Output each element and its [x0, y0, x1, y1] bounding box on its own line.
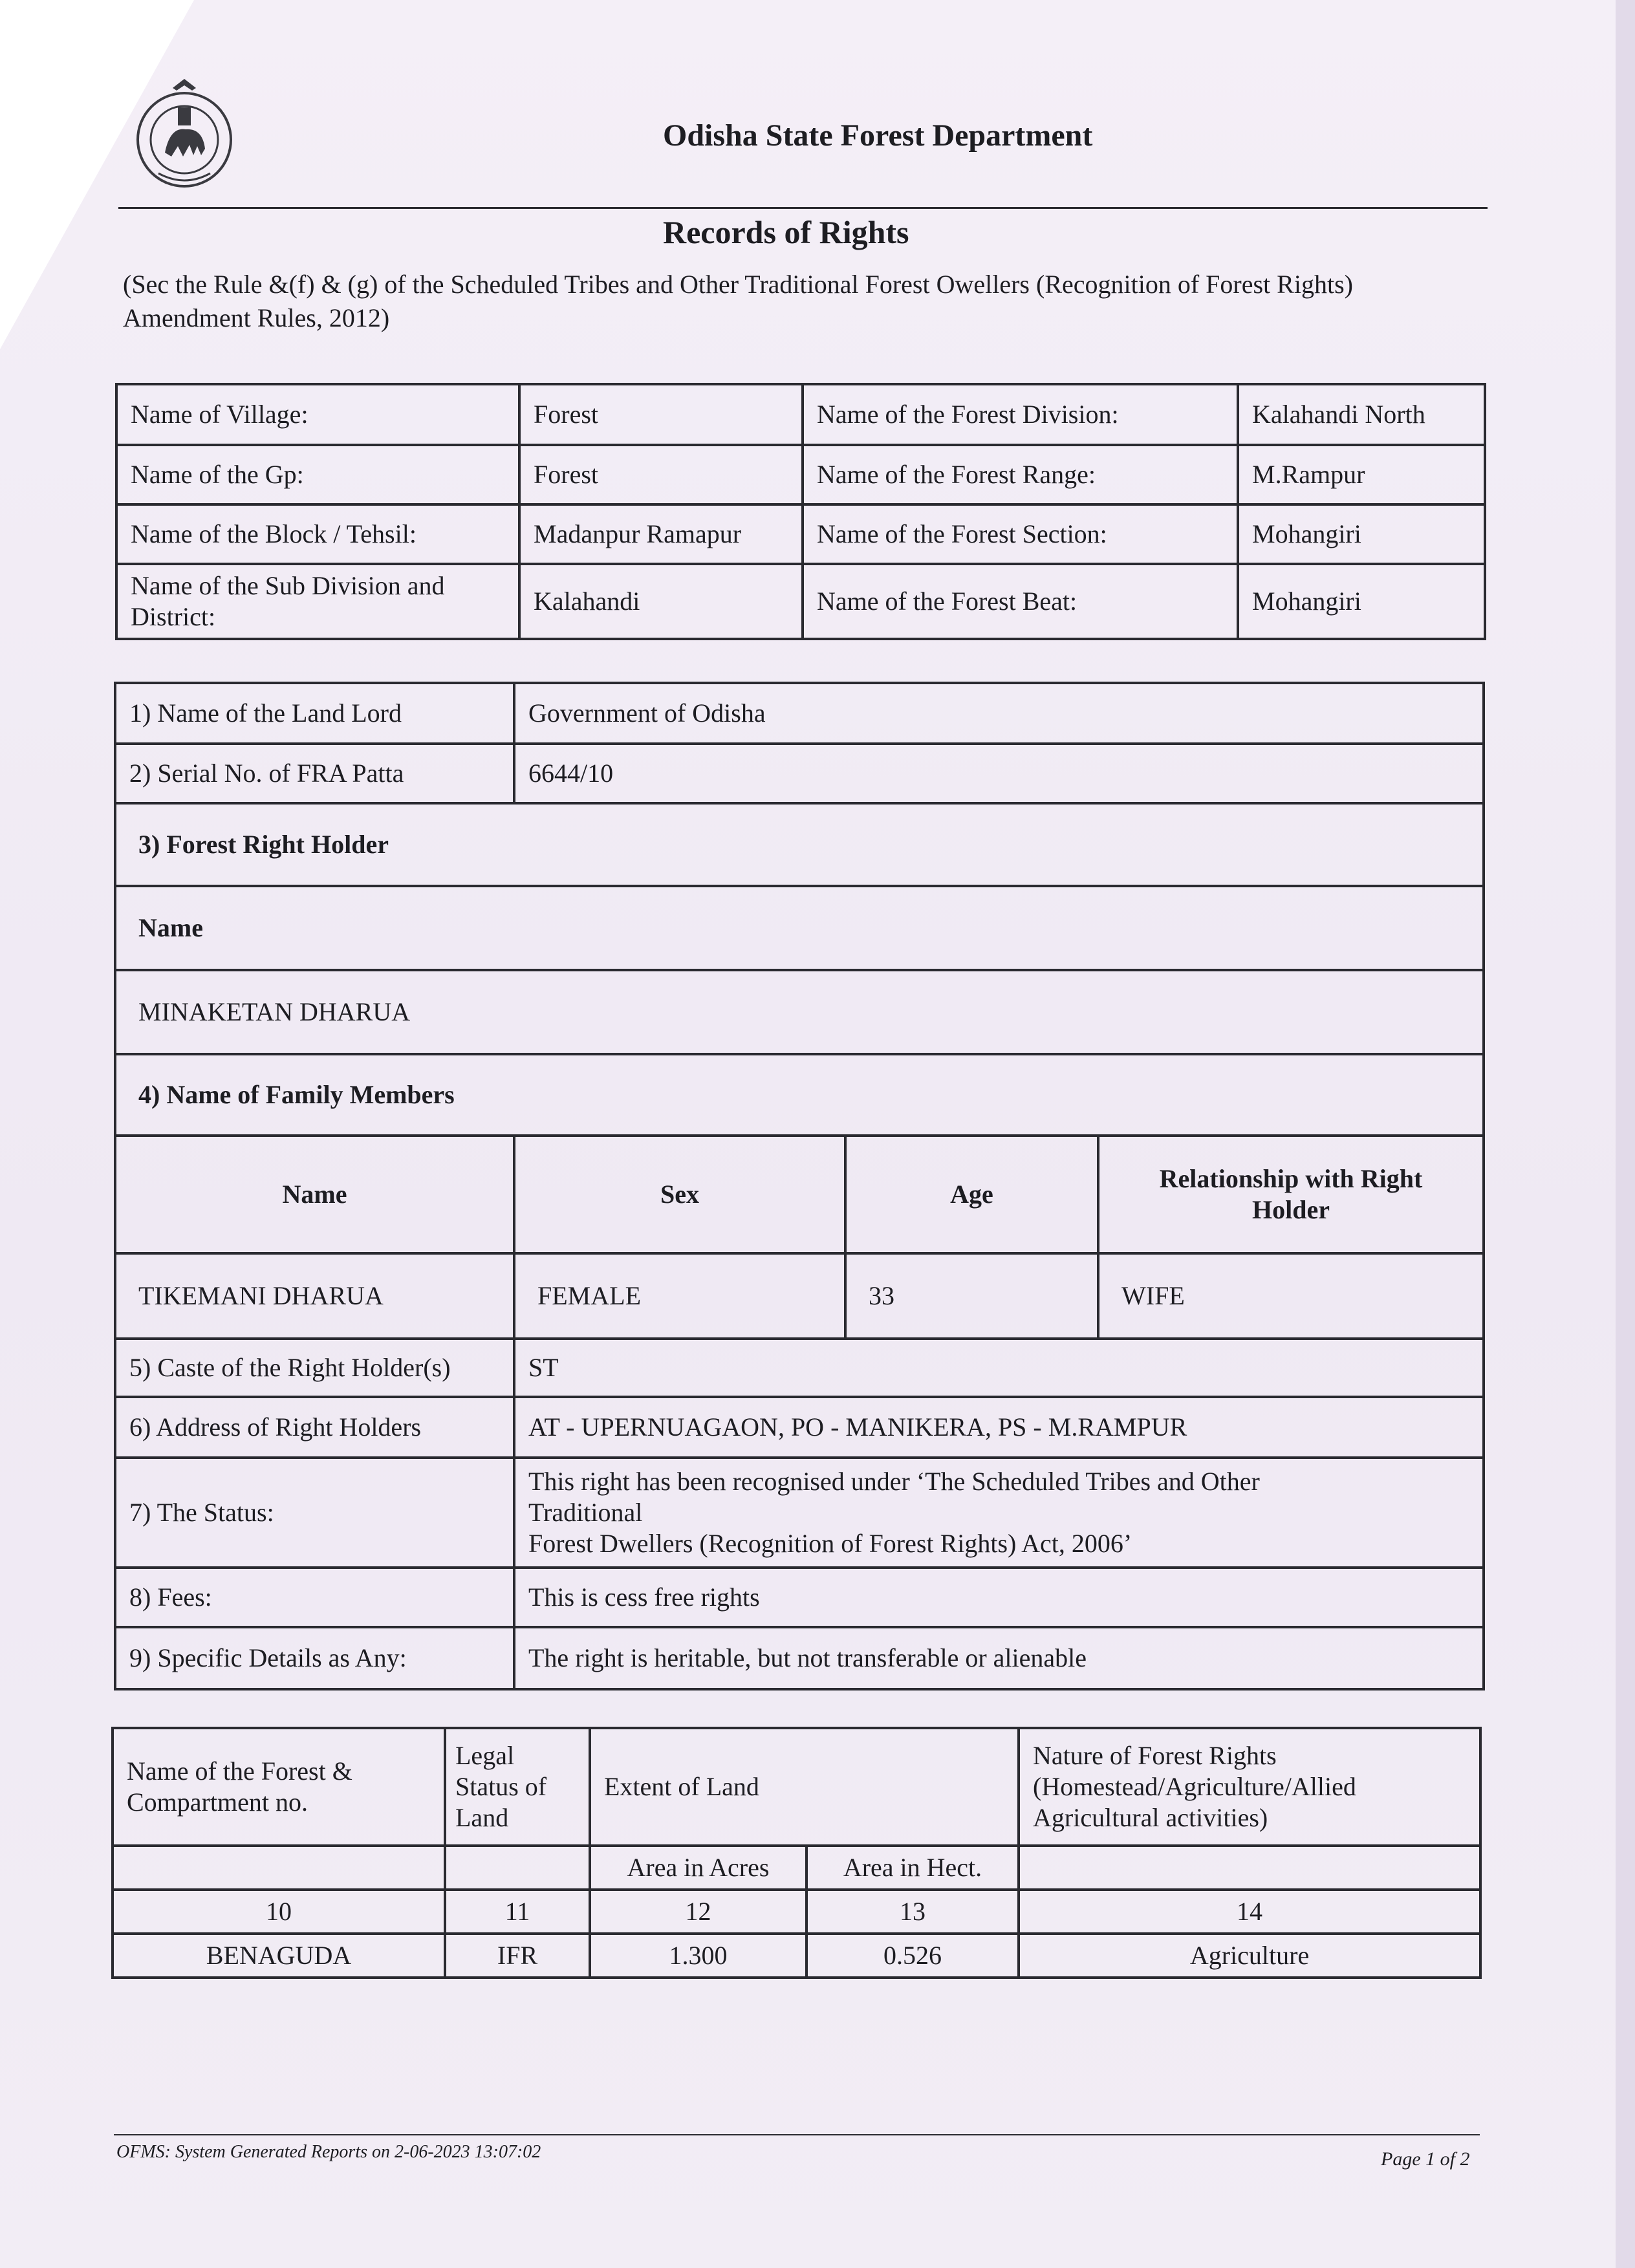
- location-row: [116, 504, 1485, 564]
- generated-timestamp: OFMS: System Generated Reports on 2-06-2023 13:07:02: [116, 2142, 541, 2162]
- holder-heading-row: [115, 803, 1484, 886]
- forest-name-value: BENAGUDA: [113, 1934, 445, 1978]
- gp-value: Forest: [519, 445, 803, 504]
- location-row: [116, 384, 1485, 445]
- serial-label: 2) Serial No. of FRA Patta: [115, 744, 514, 803]
- forest-division-label: Name of the Forest Division:: [803, 384, 1238, 445]
- family-col-sex: Sex: [514, 1136, 845, 1253]
- holder-name-label: Name: [115, 886, 1484, 970]
- sub-division-label: Name of the Sub Division and District:: [116, 564, 519, 639]
- holder-name-row: [115, 970, 1484, 1054]
- serial-value: 6644/10: [514, 744, 1484, 803]
- family-col-name: Name: [115, 1136, 514, 1253]
- acres-value: 1.300: [590, 1934, 807, 1978]
- forest-range-label: Name of the Forest Range:: [803, 445, 1238, 504]
- forest-beat-label: Name of the Forest Beat:: [803, 564, 1238, 639]
- status-row: [115, 1458, 1484, 1568]
- col-number: 12: [590, 1890, 807, 1934]
- hect-value: 0.526: [807, 1934, 1019, 1978]
- status-line-1: This right has been recognised under ‘The Scheduled Tribes and Other Traditional: [528, 1467, 1260, 1527]
- location-table: [115, 383, 1486, 640]
- rule-reference: (Sec the Rule &(f) & (g) of the Scheduled Tribes and Other Traditional Forest Owellers (Recognition of Forest Rights) Amendment Rules, 2012): [123, 270, 1353, 332]
- address-label: 6) Address of Right Holders: [115, 1397, 514, 1458]
- hect-header: Area in Hect.: [807, 1846, 1019, 1890]
- forest-division-value: Kalahandi North: [1238, 384, 1485, 445]
- land-number-row: [113, 1890, 1480, 1934]
- record-table: [114, 682, 1485, 1690]
- land-data-row: [113, 1934, 1480, 1978]
- holder-heading: 3) Forest Right Holder: [115, 803, 1484, 886]
- status-label: 7) The Status:: [115, 1458, 514, 1568]
- nature-value: Agriculture: [1019, 1934, 1480, 1978]
- land-table: [111, 1727, 1482, 1979]
- family-col-age: Age: [845, 1136, 1098, 1253]
- location-row: [116, 564, 1485, 639]
- fees-label: 8) Fees:: [115, 1568, 514, 1627]
- land-lord-label: 1) Name of the Land Lord: [115, 683, 514, 744]
- family-member-name: TIKEMANI DHARUA: [115, 1253, 514, 1339]
- details-row: [115, 1627, 1484, 1689]
- village-value: Forest: [519, 384, 803, 445]
- forest-range-value: M.Rampur: [1238, 445, 1485, 504]
- col-number: 13: [807, 1890, 1019, 1934]
- nature-header: Nature of Forest Rights (Homestead/Agriculture/Allied Agricultural activities): [1019, 1728, 1480, 1846]
- caste-value: ST: [514, 1339, 1484, 1397]
- details-value: The right is heritable, but not transferable or alienable: [514, 1627, 1484, 1689]
- forest-section-label: Name of the Forest Section:: [803, 504, 1238, 564]
- family-heading-row: [115, 1054, 1484, 1136]
- col-number: 14: [1019, 1890, 1480, 1934]
- family-member-row: [115, 1253, 1484, 1339]
- page-number: Page 1 of 2: [1381, 2148, 1470, 2170]
- family-member-sex: FEMALE: [514, 1253, 845, 1339]
- land-lord-row: [115, 683, 1484, 744]
- fees-value: This is cess free rights: [514, 1568, 1484, 1627]
- fees-row: [115, 1568, 1484, 1627]
- details-label: 9) Specific Details as Any:: [115, 1627, 514, 1689]
- forest-compartment-header: Name of the Forest & Compartment no.: [113, 1728, 445, 1846]
- odisha-emblem-icon: [133, 76, 236, 193]
- family-col-relationship: Relationship with Right Holder: [1098, 1136, 1484, 1253]
- land-header-row: [113, 1728, 1480, 1846]
- header-divider: [118, 207, 1488, 209]
- legal-status-header: Legal Status of Land: [445, 1728, 590, 1846]
- acres-header: Area in Acres: [590, 1846, 807, 1890]
- col-number: 11: [445, 1890, 590, 1934]
- land-lord-value: Government of Odisha: [514, 683, 1484, 744]
- footer-divider: [114, 2134, 1480, 2135]
- family-member-relationship: WIFE: [1098, 1253, 1484, 1339]
- block-value: Madanpur Ramapur: [519, 504, 803, 564]
- family-member-age: 33: [845, 1253, 1098, 1339]
- caste-label: 5) Caste of the Right Holder(s): [115, 1339, 514, 1397]
- address-value: AT - UPERNUAGAON, PO - MANIKERA, PS - M.RAMPUR: [514, 1397, 1484, 1458]
- department-title: Odisha State Forest Department: [663, 118, 1093, 153]
- family-heading: 4) Name of Family Members: [115, 1054, 1484, 1136]
- sub-division-value: Kalahandi: [519, 564, 803, 639]
- page-edge-shadow: [1616, 0, 1635, 2268]
- holder-name-label-row: [115, 886, 1484, 970]
- status-value: [514, 1458, 1484, 1568]
- holder-name-value: MINAKETAN DHARUA: [115, 970, 1484, 1054]
- col-number: 10: [113, 1890, 445, 1934]
- forest-section-value: Mohangiri: [1238, 504, 1485, 564]
- address-row: [115, 1397, 1484, 1458]
- village-label: Name of Village:: [116, 384, 519, 445]
- block-label: Name of the Block / Tehsil:: [116, 504, 519, 564]
- location-row: [116, 445, 1485, 504]
- family-header-row: [115, 1136, 1484, 1253]
- forest-beat-value: Mohangiri: [1238, 564, 1485, 639]
- extent-header: Extent of Land: [590, 1728, 1019, 1846]
- gp-label: Name of the Gp:: [116, 445, 519, 504]
- land-subheader-row: [113, 1846, 1480, 1890]
- serial-row: [115, 744, 1484, 803]
- records-title: Records of Rights: [663, 214, 909, 250]
- legal-status-value: IFR: [445, 1934, 590, 1978]
- caste-row: [115, 1339, 1484, 1397]
- status-line-2: Forest Dwellers (Recognition of Forest Rights) Act, 2006’: [528, 1529, 1132, 1558]
